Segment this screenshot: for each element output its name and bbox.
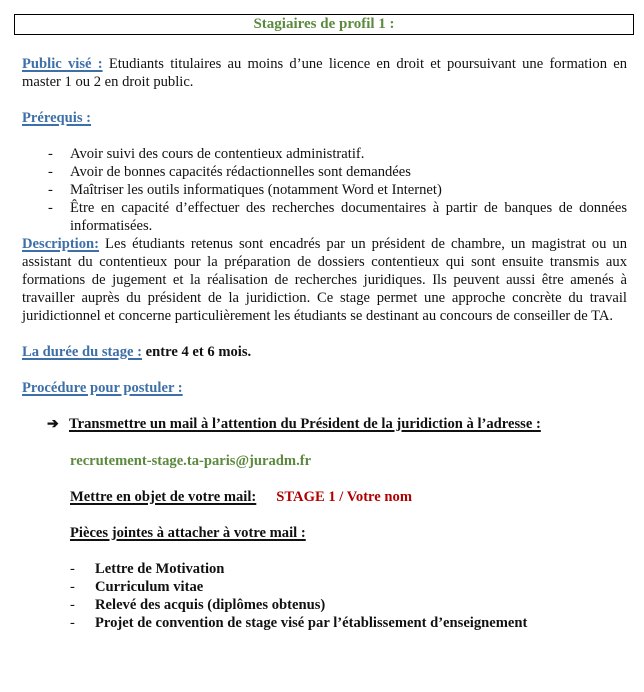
attachments-list xyxy=(22,560,627,632)
prerequis-label: Prérequis : xyxy=(22,110,92,126)
description-label: Description: xyxy=(22,236,100,252)
dash-bullet-icon: - xyxy=(70,615,75,631)
page-title: Stagiaires de profil 1 : xyxy=(253,16,395,32)
dash-bullet-icon: - xyxy=(48,182,53,198)
list-item-text: Maîtriser les outils informatiques (notamment Word et Internet) xyxy=(70,182,442,198)
list-item-text: Curriculum vitae xyxy=(95,579,204,595)
list-item-text: Projet de convention de stage visé par l’établissement d’enseignement xyxy=(95,615,528,631)
list-item xyxy=(22,560,627,578)
list-item xyxy=(22,163,627,181)
title-box xyxy=(14,14,634,35)
dash-bullet-icon: - xyxy=(70,561,75,577)
dash-bullet-icon: - xyxy=(70,579,75,595)
email-address[interactable]: recrutement-stage.ta-paris@juradm.fr xyxy=(70,453,312,469)
list-item-text: Avoir suivi des cours de contentieux administratif. xyxy=(70,146,365,162)
public-label: Public visé : xyxy=(22,56,103,72)
dash-bullet-icon: - xyxy=(48,146,53,162)
duree-label: La durée du stage : xyxy=(22,344,142,360)
list-item xyxy=(22,596,627,614)
description-section xyxy=(22,235,627,325)
dash-bullet-icon: - xyxy=(48,200,53,216)
attachments-label: Pièces jointes à attacher à votre mail : xyxy=(70,525,306,541)
right-arrow-icon: ➔ xyxy=(47,417,59,432)
list-item xyxy=(22,145,627,163)
list-item-text: Avoir de bonnes capacités rédactionnelles sont demandées xyxy=(70,164,411,180)
subject-label: Mettre en objet de votre mail: xyxy=(70,489,257,505)
subject-line xyxy=(70,488,627,506)
list-item xyxy=(22,181,627,199)
list-item-text: Relevé des acquis (diplômes obtenus) xyxy=(95,597,326,613)
subject-value: STAGE 1 / Votre nom xyxy=(276,489,412,505)
list-item xyxy=(22,614,627,632)
list-item-text: Lettre de Motivation xyxy=(95,561,225,577)
email-line xyxy=(70,452,627,470)
list-item xyxy=(22,199,627,235)
duree-section xyxy=(22,343,627,361)
public-text: Etudiants titulaires au moins d’une licence en droit et poursuivant une formation en master 1 ou 2 en droit public. xyxy=(22,56,628,90)
procedure-label: Procédure pour postuler : xyxy=(22,380,183,396)
list-item-text: Être en capacité d’effectuer des recherches documentaires à partir de banques de données informatisées. xyxy=(70,200,627,234)
dash-bullet-icon: - xyxy=(70,597,75,613)
prerequis-heading-line xyxy=(22,109,627,127)
instruction-text: Transmettre un mail à l’attention du Président de la juridiction à l’adresse : xyxy=(69,416,541,432)
instruction-line xyxy=(47,415,627,434)
document-body xyxy=(22,55,627,632)
public-section xyxy=(22,55,627,91)
attachments-heading-line xyxy=(70,524,627,542)
dash-bullet-icon: - xyxy=(48,164,53,180)
duree-value: entre 4 et 6 mois. xyxy=(145,344,252,360)
prerequis-list xyxy=(22,145,627,235)
procedure-heading-line xyxy=(22,379,627,397)
description-text: Les étudiants retenus sont encadrés par un président de chambre, un magistrat ou un assistant du contentieux pour la préparation de dossiers contentieux qui sont ensuite transmis aux formations de jugement et la réalisation de recherches juridiques. Ils peuvent aussi être amenés à travailler auprès du président de la juridiction. Ce stage permet une approche concrète du travail juridictionnel et concerne particulièrement les étudiants se destinant au concours de conseiller de TA. xyxy=(22,236,628,324)
list-item xyxy=(22,578,627,596)
